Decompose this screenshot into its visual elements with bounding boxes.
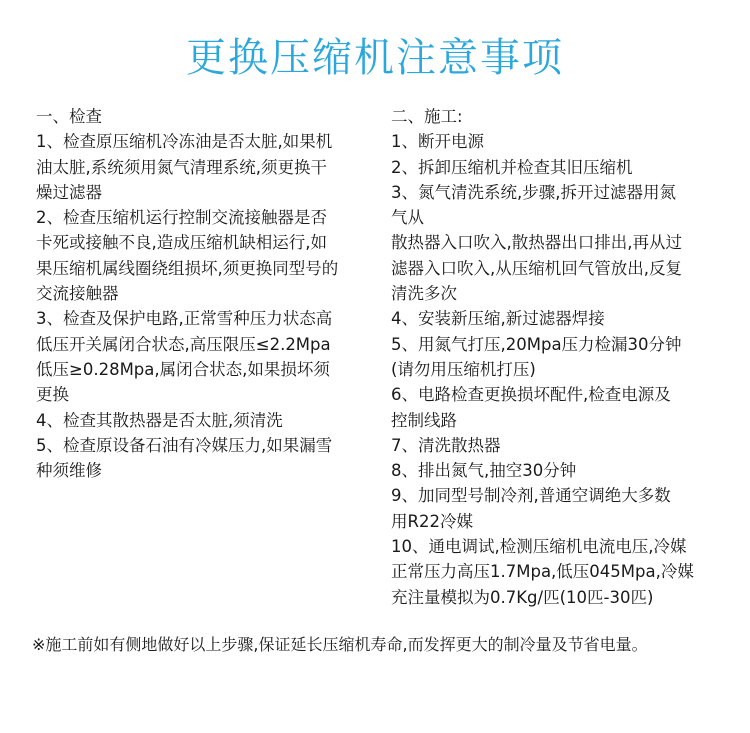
- text-line: 3、检查及保护电路,正常雪种压力状态高: [36, 309, 333, 329]
- text-line: 低压开关属闭合状态,高压限压≤2.2Mpa: [36, 334, 331, 354]
- text-line: 更换: [36, 385, 69, 405]
- text-line: 交流接触器: [36, 284, 119, 304]
- text-line: 1、断开电源: [391, 132, 484, 152]
- text-line: 2、拆卸压缩机并检查其旧压缩机: [391, 157, 633, 177]
- text-line: 滤器入口吹入,从压缩机回气管放出,反复: [391, 258, 682, 278]
- text-line: 正常压力高压1.7Mpa,低压045Mpa,冷媒: [391, 562, 694, 582]
- text-line: 3、氮气清洗系统,步骤,拆开过滤器用氮: [391, 182, 676, 202]
- text-line: 5、检查原设备石油有冷媒压力,如果漏雪: [36, 435, 333, 455]
- text-line: 4、检查其散热器是否太脏,须清洗: [36, 410, 283, 430]
- text-line: 控制线路: [391, 410, 457, 430]
- page-title: 更换压缩机注意事项: [186, 35, 564, 81]
- text-line: 用R22冷媒: [391, 511, 473, 531]
- text-line: 5、用氮气打压,20Mpa压力检漏30分钟: [391, 334, 682, 354]
- footnote: ※施工前如有侧地做好以上步骤,保证延长压缩机寿命,而发挥更大的制冷量及节省电量。: [32, 635, 648, 654]
- section-heading: 一、检查: [36, 107, 102, 126]
- text-line: 气从: [391, 208, 424, 228]
- text-line: 油太脏,系统须用氮气清理系统,须更换干: [36, 157, 327, 177]
- text-line: 10、通电调试,检测压缩机电流电压,冷媒: [391, 537, 687, 557]
- text-line: 种须维修: [36, 461, 102, 481]
- text-line: 6、电路检查更换损坏配件,检查电源及: [391, 385, 671, 405]
- text-line: 卡死或接触不良,造成压缩机缺相运行,如: [36, 233, 327, 253]
- text-line: 1、检查原压缩机冷冻油是否太脏,如果机: [36, 132, 333, 152]
- text-line: 9、加同型号制冷剂,普通空调绝大多数: [391, 486, 671, 506]
- text-line: (请勿用压缩机打压): [391, 359, 536, 379]
- text-line: 8、排出氮气,抽空30分钟: [391, 461, 577, 481]
- construction-section: [391, 104, 723, 610]
- text-line: 果压缩机属线圈绕组损坏,须更换同型号的: [36, 258, 339, 278]
- text-line: 2、检查压缩机运行控制交流接触器是否: [36, 208, 327, 228]
- text-line: 清洗多次: [391, 284, 457, 304]
- text-line: 4、安装新压缩,新过滤器焊接: [391, 309, 605, 329]
- text-line: 7、清洗散热器: [391, 435, 501, 455]
- text-line: 散热器入口吹入,散热器出口排出,再从过: [391, 233, 682, 253]
- text-line: 燥过滤器: [36, 182, 102, 202]
- inspection-section: [36, 104, 378, 483]
- text-line: 充注量模拟为0.7Kg/匹(10匹-30匹): [391, 587, 654, 607]
- section-heading: 二、施工:: [391, 107, 463, 126]
- text-line: 低压≥0.28Mpa,属闭合状态,如果损坏须: [36, 359, 330, 379]
